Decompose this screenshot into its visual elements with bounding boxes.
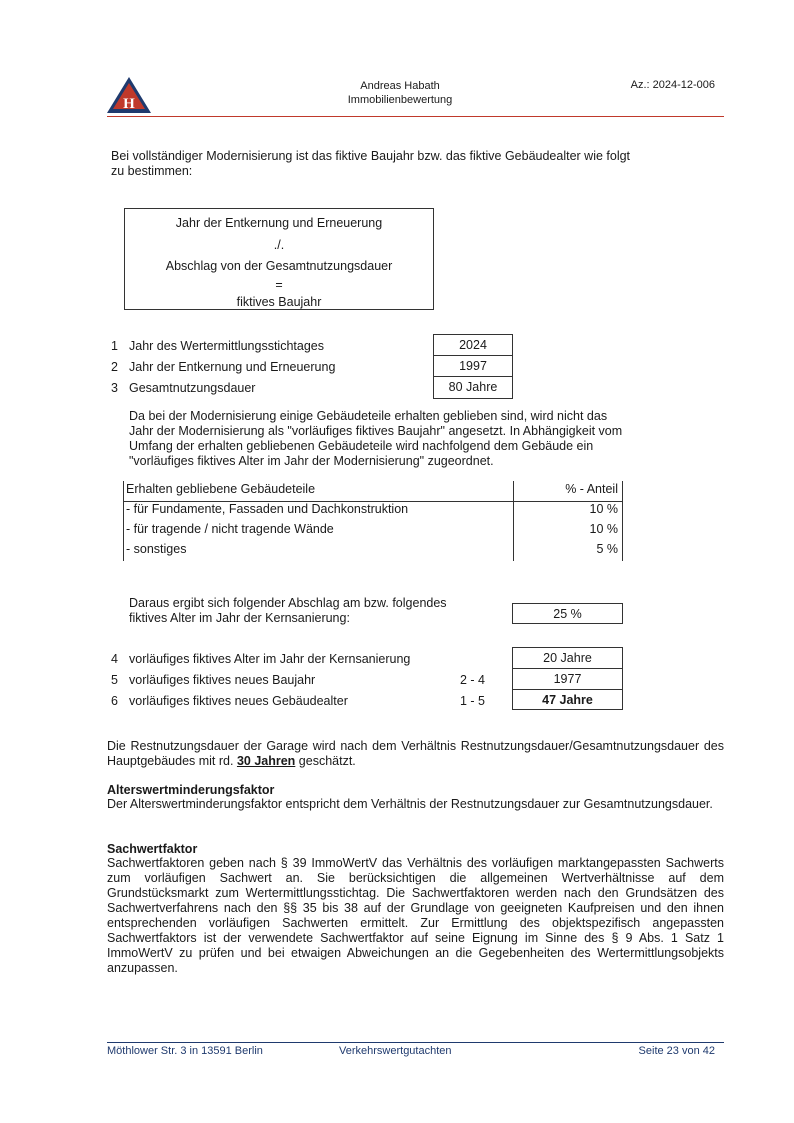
part-label: - für tragende / nicht tragende Wände xyxy=(126,522,334,536)
footer-address: Möthlower Str. 3 in 13591 Berlin xyxy=(107,1045,263,1057)
row-label: vorläufiges fiktives neues Gebäudealter xyxy=(129,694,348,708)
deduction-text-line-2: fiktives Alter im Jahr der Kernsanierung: xyxy=(129,611,350,625)
value-cell: 20 Jahre xyxy=(513,648,622,669)
formula-line-5: fiktives Baujahr xyxy=(236,295,322,309)
row-reference: 1 - 5 xyxy=(460,694,486,708)
result-values-box xyxy=(512,647,623,710)
section-heading-depreciation: Alterswertminderungsfaktor xyxy=(107,783,275,797)
column-header-parts: Erhalten gebliebene Gebäudeteile xyxy=(126,482,316,496)
part-share: 10 % xyxy=(589,502,618,516)
row-number: 1 xyxy=(111,339,118,353)
formula-line-4: = xyxy=(275,278,283,292)
part-share: 10 % xyxy=(589,522,618,536)
row-number: 5 xyxy=(111,673,118,687)
footer-document-type: Verkehrswertgutachten xyxy=(339,1045,452,1057)
footer-divider xyxy=(107,1042,724,1043)
svg-text:H: H xyxy=(123,96,135,112)
formula-line-3: Abschlag von der Gesamtnutzungsdauer xyxy=(165,259,393,273)
row-number: 3 xyxy=(111,381,118,395)
value-cell: 1997 xyxy=(434,356,512,377)
formula-line-2: ./. xyxy=(273,238,285,252)
company-logo xyxy=(107,77,151,113)
modernization-explanation: Da bei der Modernisierung einige Gebäudeteile erhalten geblieben sind, wird nicht das Jahr der Modernisierung als "vorläufiges fiktives Baujahr" angesetzt. In Abhängigkeit vom Umfang der erhalten gebliebenen Gebäudeteile wird nachfolgend dem Gebäude ein "vorläufiges fiktives Alter im Jahr der Modernisierung" zugeordnet. xyxy=(129,409,623,468)
section-heading-value-factor: Sachwertfaktor xyxy=(107,842,198,856)
row-reference: 2 - 4 xyxy=(460,673,486,687)
row-label: vorläufiges fiktives Alter im Jahr der Kernsanierung xyxy=(129,652,411,666)
row-number: 6 xyxy=(111,694,118,708)
footer-page-number: Seite 23 von 42 xyxy=(638,1045,715,1057)
part-label: - für Fundamente, Fassaden und Dachkonstruktion xyxy=(126,502,409,516)
table-row xyxy=(123,499,623,519)
header-title xyxy=(300,79,500,107)
part-label: - sonstiges xyxy=(126,542,187,556)
intro-text: Bei vollständiger Modernisierung ist das fiktive Baujahr bzw. das fiktive Gebäudealter wie folgt zu bestimmen: xyxy=(111,149,631,178)
header-name: Andreas Habath xyxy=(360,80,440,92)
formula-line-1: Jahr der Entkernung und Erneuerung xyxy=(175,216,383,230)
value-cell: 80 Jahre xyxy=(448,380,498,394)
row-label: Jahr des Wertermittlungsstichtages xyxy=(129,339,324,353)
garage-text: Die Restnutzungsdauer der Garage wird nach dem Verhältnis Restnutzungsdauer/Gesamtnutzungsdauer des Hauptgebäudes mit rd. xyxy=(107,739,724,768)
header-divider xyxy=(107,116,724,117)
deduction-value-box: 25 % xyxy=(512,603,623,624)
row-label: vorläufiges fiktives neues Baujahr xyxy=(129,673,316,687)
garage-paragraph xyxy=(107,739,724,769)
column-header-share: % - Anteil xyxy=(565,482,618,496)
value-cell: 1977 xyxy=(513,669,622,690)
section-text-depreciation: Der Alterswertminderungsfaktor entspricht dem Verhältnis der Restnutzungsdauer zur Gesamtnutzungsdauer. xyxy=(107,797,713,811)
section-text-value-factor: Sachwertfaktoren geben nach § 39 ImmoWertV das Verhältnis des vorläufigen marktangepassten Sachwerts zum vorläufigen Sachwert an. Sie berücksichtigen die allgemeinen Wertverhältnisse auf dem Grundstücksmarkt zum Wertermittlungsstichtag. Die Sachwertfaktoren werden nach den Grundsätzen des Sachwertverfahrens nach den §§ 35 bis 38 auf der Grundlage von geeigneten Kaufpreisen und den ihnen entsprechenden vorläufigen Sachwerten ermittelt. Zur Ermittlung des objektspezifisch angepassten Sachwertfaktors ist der verwendete Sachwertfaktor auf seine Eignung im Sinne des § 9 Abs. 1 Satz 1 ImmoWertV zu prüfen und bei etwaigen Abweichungen an die Gegebenheiten des Wertermittlungsobjekts anzupassen. xyxy=(107,856,724,975)
garage-text-end: geschätzt. xyxy=(295,754,356,768)
input-values-box xyxy=(433,334,513,399)
row-label: Jahr der Entkernung und Erneuerung xyxy=(129,360,336,374)
row-number: 4 xyxy=(111,652,118,666)
reference-number: Az.: 2024-12-006 xyxy=(630,79,715,91)
table-row xyxy=(123,519,623,539)
part-share: 5 % xyxy=(596,542,618,556)
row-label: Gesamtnutzungsdauer xyxy=(129,381,256,395)
garage-years-highlight: 30 Jahren xyxy=(236,754,296,768)
row-number: 2 xyxy=(111,360,118,374)
table-row xyxy=(123,539,623,559)
deduction-text-line-1: Daraus ergibt sich folgender Abschlag am bzw. folgendes xyxy=(129,596,447,610)
table-header-row xyxy=(123,479,623,499)
formula-box xyxy=(124,208,434,310)
header-subtitle: Immobilienbewertung xyxy=(347,94,453,106)
value-cell: 2024 xyxy=(434,335,512,356)
retained-parts-table xyxy=(123,479,623,559)
value-cell-total: 47 Jahre xyxy=(542,693,593,707)
